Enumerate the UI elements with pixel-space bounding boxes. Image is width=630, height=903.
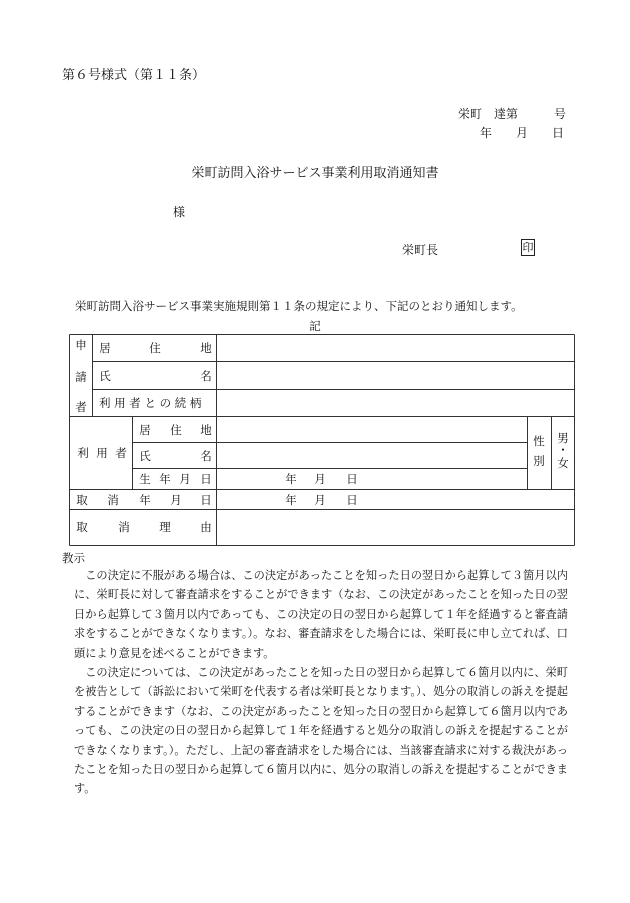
cancel-reason-label-2: 消 [118, 520, 130, 534]
ki-mark: 記 [309, 319, 321, 333]
user-birthdate-month: 月 [314, 472, 326, 486]
form-table [69, 334, 575, 546]
applicant-name-label-2: 名 [200, 369, 212, 383]
user-group-char-3: 者 [115, 446, 127, 460]
user-group-char-2: 用 [96, 446, 108, 460]
notice-paragraph-1: この決定に不服がある場合は、この決定があったことを知った日の翌日から起算して３箇月以内に、栄町長に対して審査請求をすることができます（なお、この決定があったことを知った日の翌日から起算して３箇月以内であっても、この決定の日の翌日から起算して１年を経過すると審査請求をすることができなくなります。）。なお、審査請求をした場合には、栄町長に申し立てれば、口頭により意見を述べることができます。 [74, 569, 568, 660]
user-address-label-2: 住 [170, 423, 182, 437]
applicant-group-char-3: 者 [75, 400, 87, 414]
notice-body [74, 566, 568, 799]
form-number: 第６号様式（第１１条） [62, 68, 206, 83]
applicant-address-label-2: 住 [149, 341, 161, 355]
cancel-date-label-3: 年 [139, 493, 151, 507]
intro-text: 栄町訪問入浴サービス事業実施規則第１１条の規定により、下記のとおり通知します。 [75, 299, 523, 313]
sex-value-separator: ・ [557, 443, 569, 457]
cancel-reason-label-3: 理 [159, 520, 171, 534]
user-group-char-1: 利 [77, 446, 89, 460]
cancel-date-day: 日 [346, 493, 358, 507]
user-birthdate-label-2: 年 [159, 472, 171, 486]
user-birthdate-day: 日 [346, 472, 358, 486]
applicant-name-label-1: 氏 [99, 369, 111, 383]
applicant-relationship-label: 利 用 者 と の 続 柄 [99, 396, 202, 410]
user-birthdate-label-1: 生 [139, 472, 151, 486]
cancel-date-year: 年 [285, 493, 297, 507]
user-name-label-2: 名 [200, 449, 212, 463]
sex-label-1: 性 [533, 434, 545, 448]
user-birthdate-year: 年 [285, 472, 297, 486]
sex-value-male: 男 [557, 431, 569, 445]
issuer-name: 栄町長 [402, 243, 439, 257]
document-title: 栄町訪問入浴サービス事業利用取消通知書 [191, 166, 439, 181]
user-name-label-1: 氏 [139, 449, 151, 463]
cancel-date-label-4: 月 [170, 493, 182, 507]
user-address-label-3: 地 [200, 423, 212, 437]
applicant-address-label-1: 居 [99, 341, 111, 355]
user-birthdate-label-4: 日 [200, 472, 212, 486]
cancel-date-month: 月 [314, 493, 326, 507]
document-number: 栄町 達第 号 [458, 107, 567, 121]
notice-heading: 教示 [62, 551, 85, 565]
user-address-label-1: 居 [139, 423, 151, 437]
cancel-reason-label-1: 取 [76, 520, 88, 534]
notice-paragraph-2: この決定については、この決定があったことを知った日の翌日から起算して６箇月以内に、栄町を被告として（訴訟において栄町を代表する者は栄町長となります。）、処分の取消しの訴えを提起することができます（なお、この決定があったことを知った日の翌日から起算して６箇月以内であっても、この決定の日の翌日から起算して１年を経過すると処分の取消しの訴えを提起することができなくなります。）。ただし、上記の審査請求をした場合には、当該審査請求に対する裁決があったことを知った日の翌日から起算して６箇月以内に、処分の取消しの訴えを提起することができます。 [74, 666, 568, 796]
sex-label-2: 別 [533, 454, 545, 468]
cancel-date-label-2: 消 [107, 493, 119, 507]
sex-value-female: 女 [557, 456, 569, 470]
user-birthdate-label-3: 月 [179, 472, 191, 486]
applicant-group-char-1: 申 [75, 338, 87, 352]
addressee-suffix: 様 [173, 205, 186, 219]
seal-mark: 印 [522, 241, 534, 254]
cancel-date-label-5: 日 [200, 493, 212, 507]
applicant-address-label-3: 地 [200, 341, 212, 355]
cancel-reason-label-4: 由 [200, 520, 212, 534]
document-date: 年 月 日 [480, 126, 565, 140]
applicant-group-char-2: 請 [75, 370, 87, 384]
cancel-date-label-1: 取 [76, 493, 88, 507]
